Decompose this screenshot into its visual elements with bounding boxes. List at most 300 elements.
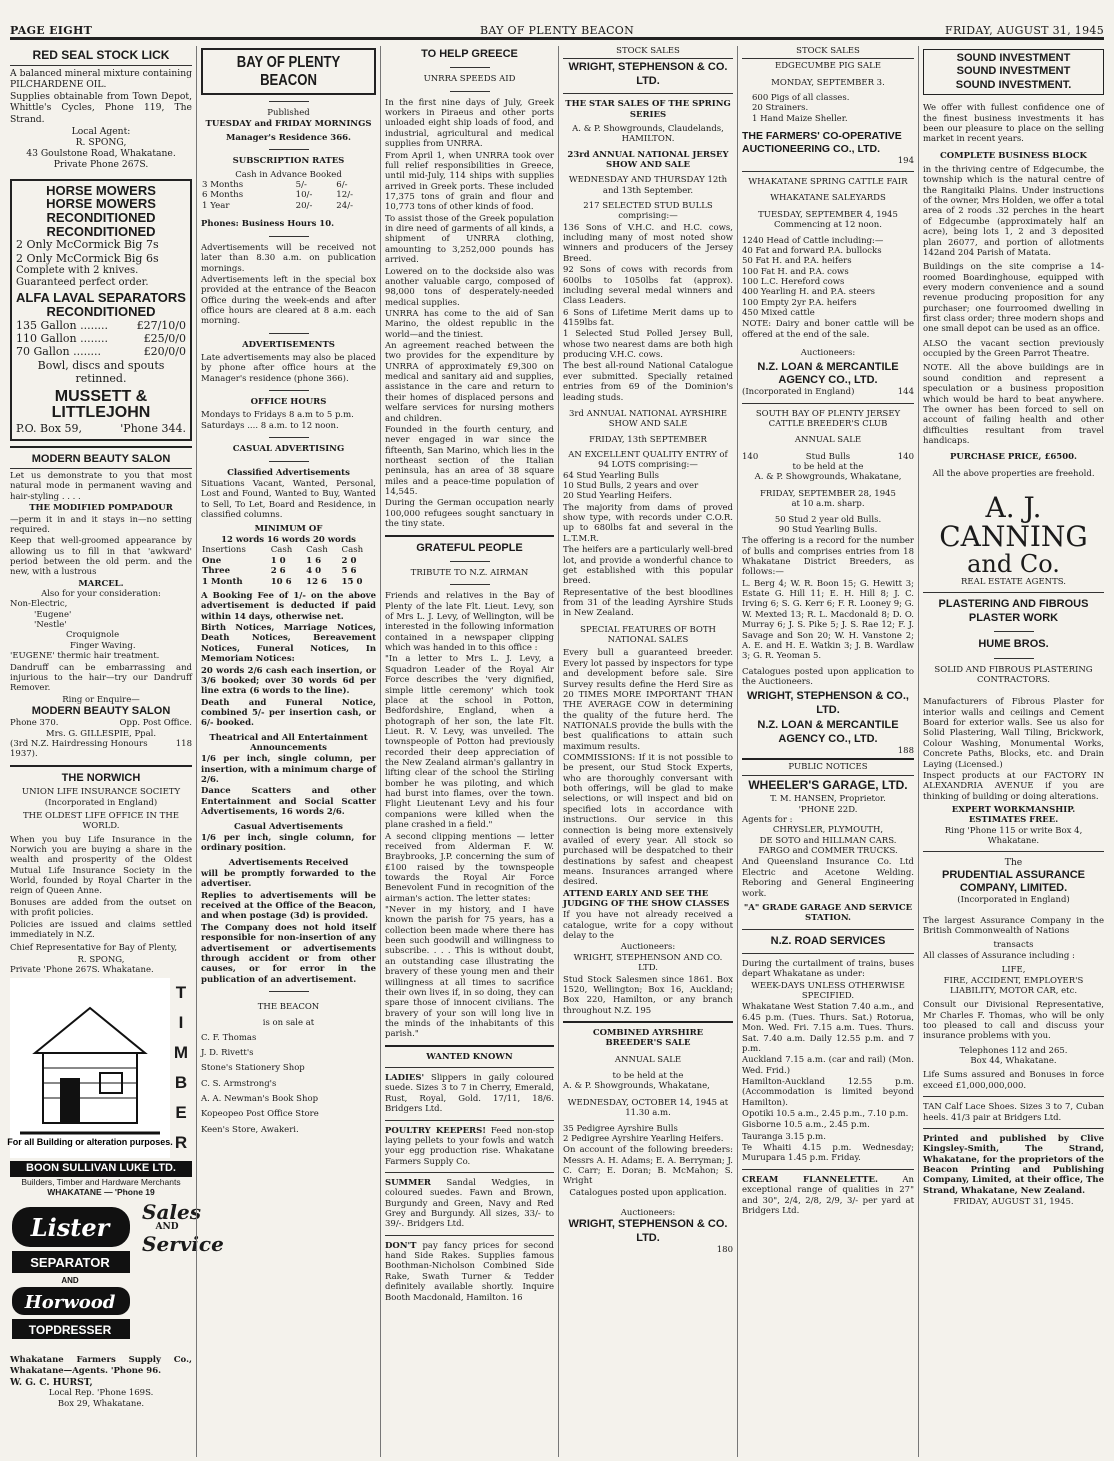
road-line: Tauranga 3.15 p.m. bbox=[742, 1131, 826, 1142]
farmers-coop: THE FARMERS' CO-OPERATIVE AUCTIONEERING CO., LTD. bbox=[742, 130, 902, 155]
boon-sub: Builders, Timber and Hardware Merchants bbox=[21, 1176, 181, 1187]
salon-dandruff: Dandruff can be embarrassing and injurious to the hair—try our Dandruff Remover. bbox=[10, 662, 192, 694]
block-para: Buildings on the site comprise a 14-roomed Boardinghouse, equipped with every modern convenience and a sound revenue producing proposition for any purchaser; one fourroomed dwelling in first class order; three modern shops and one small depot can be used as an office. bbox=[923, 262, 1104, 335]
death-notice: Death and Funeral Notice, combined 5/- per insertion cash, or 6/- booked. bbox=[201, 697, 376, 729]
company-text: The Company does not hold itself responsible for non-insertion of any advertisement or advertisements through accident or from other causes, or for error in the publication of an advertisement. bbox=[201, 922, 376, 985]
hansen-phone: 'PHONE 22D. bbox=[798, 804, 858, 815]
road-line: Hamilton-Auckland 12.55 p.m. (Accommodation is limited beyond Hamilton). bbox=[742, 1076, 914, 1108]
page-number: PAGE EIGHT bbox=[10, 24, 93, 37]
mowers-heading: RECONDITIONED bbox=[46, 223, 156, 239]
mussett-phone: 'Phone 344. bbox=[120, 422, 186, 436]
table-cell: 24/- bbox=[336, 200, 354, 211]
annual-list-item: 2 Pedigree Ayrshire Yearling Heifers. bbox=[563, 1133, 724, 1144]
nzloan-code-2: 188 bbox=[897, 745, 914, 756]
prudential-life: LIFE, bbox=[1001, 965, 1026, 976]
road-line: Whakatane West Station 7.40 a.m., and 6.45 p.m. (Tues. Thurs. Sat.) Rotorua, Mon. Wed. Fri. 7.15 a.m. Tues. Thurs. Sat. 7.40 a.m. Daily 12.55 p.m. and 7 p.m. bbox=[742, 1002, 914, 1054]
imprint: Printed and published by Clive Kingsley-Smith, The Strand, Whakatane, for the proprietors of the Beacon Printing and Publishing Company, Limited, at their office, The Strand, Whakatane, New Zealand. bbox=[923, 1133, 1104, 1196]
wanted-lead: SUMMER bbox=[385, 1177, 431, 1188]
auctioneers-label: Auctioneers: bbox=[800, 348, 856, 359]
salon-honours-row bbox=[10, 739, 192, 760]
wanted-text: Slippers in gaily coloured suede. Sizes 3 to 7 in Cherry, Emerald, Rust, Royal, Gold. 17/11, 18/6. Bridgers Ltd. bbox=[385, 1073, 554, 1115]
redseal-body: A balanced mineral mixture containing PILCHARDENE OIL. bbox=[10, 67, 192, 90]
boon-name: BOON SULLIVAN LUKE LTD. bbox=[26, 1162, 176, 1175]
booking-fee: A Booking Fee of 1/- on the above advertisement is deducted if paid within 14 days, otherwise net. bbox=[201, 591, 376, 622]
table-cell: 12/- bbox=[336, 190, 354, 201]
hurst-box: Box 29, Whakatane. bbox=[57, 1398, 145, 1409]
prudential-box: Box 44, Whakatane. bbox=[970, 1056, 1057, 1067]
table-row bbox=[201, 556, 376, 566]
salon-marcel: MARCEL. bbox=[78, 578, 124, 589]
ayrshire-list-item: 10 Stud Bulls, 2 years and over bbox=[563, 481, 699, 492]
attend-title: ATTEND EARLY AND SEE THE JUDGING OF THE SHOW CLASSES bbox=[563, 888, 730, 910]
beacon-title-box bbox=[201, 48, 376, 95]
mowers-heading: HORSE MOWERS bbox=[46, 182, 156, 198]
plaster-title: PLASTERING AND FIBROUS PLASTER WORK bbox=[938, 598, 1089, 624]
gallon-size: 110 Gallon ........ bbox=[16, 332, 109, 346]
norwich-rep: Chief Representative for Bay of Plenty, bbox=[10, 943, 178, 954]
salon-title-2: MODERN BEAUTY SALON bbox=[31, 704, 171, 717]
table-row bbox=[201, 180, 376, 190]
salon-list-item: 'Nestle' bbox=[34, 620, 67, 631]
timber-letter: E bbox=[175, 1102, 187, 1122]
table-cell: 5 6 bbox=[341, 566, 357, 577]
table-cell: Cash bbox=[341, 545, 364, 556]
nzloan-firm: N.Z. LOAN & MERCANTILE AGENCY CO., LTD. bbox=[757, 360, 899, 386]
received-title: Advertisements Received bbox=[228, 857, 349, 868]
cattle-fair-title: WHAKATANE SPRING CATTLE FAIR bbox=[748, 177, 908, 188]
phones: Phones: Business Hours 10. bbox=[201, 219, 335, 230]
mussett-name: MUSSETT & LITTLEJOHN bbox=[51, 387, 151, 422]
road-days: WEEK-DAYS UNLESS OTHERWISE SPECIFIED. bbox=[751, 980, 905, 1002]
cattle-list-item: 450 Mixed cattle bbox=[742, 308, 815, 319]
grateful-title: GRATEFUL PEOPLE bbox=[416, 541, 523, 554]
salon-list-item: Finger Waving. bbox=[70, 640, 136, 651]
gallon-price: £27/10/0 bbox=[136, 318, 186, 332]
sales-and: AND bbox=[155, 1222, 179, 1233]
annual-venue: A. & P. Showgrounds, Whakatane, bbox=[563, 1081, 710, 1092]
ayrshire-list-item: 20 Stud Yearling Heifers. bbox=[563, 491, 672, 502]
auctioneers-label: Auctioneers: bbox=[620, 942, 676, 953]
bulls-para: 92 Sons of cows with records from 600lbs to 1050lbs fat (approx). including several medal winners and Class Leaders. bbox=[563, 265, 733, 307]
minimum-table bbox=[201, 545, 376, 587]
boon-banner bbox=[10, 1161, 192, 1176]
mowers-heading: HORSE MOWERS bbox=[46, 196, 156, 212]
canning-co: and Co. bbox=[967, 549, 1060, 578]
greece-para: An agreement reached between the two provides for the expenditure by UNRRA of approximately £9,300 on medical and sanitary aid and supplies, assistance in the care and return to their homes of displaced persons and welfare services for nursing mothers and children. bbox=[385, 341, 554, 424]
sbop-catalogue: Catalogues posted upon application to the Auctioneers. bbox=[742, 666, 914, 687]
annual-breeders: On account of the following breeders: Messrs A. H. Adams; E. A. Berryman; J. C. Carr; E. Doran; B. McMahon; S. Wright bbox=[563, 1145, 733, 1187]
sbop-venue: A. & P. Showgrounds, Whakatane, bbox=[754, 472, 902, 483]
boon-place: WHAKATANE — 'Phone 19 bbox=[47, 1187, 155, 1198]
column-5 bbox=[737, 46, 918, 1457]
hume-sub: SOLID AND FIBROUS PLASTERING CONTRACTORS. bbox=[934, 664, 1093, 685]
grade-garage: "A" GRADE GARAGE AND SERVICE STATION. bbox=[743, 902, 913, 924]
subscription-table bbox=[201, 180, 376, 211]
jersey-title: 23rd ANNUAL NATIONAL JERSEY SHOW AND SALE bbox=[567, 149, 729, 170]
imprint-date: FRIDAY, AUGUST 31, 1945. bbox=[953, 1197, 1074, 1208]
salon-honours: (3rd N.Z. Hairdressing Honours 1937). bbox=[10, 739, 148, 760]
prudential-tel: Telephones 112 and 265. bbox=[959, 1045, 1068, 1056]
public-notices: PUBLIC NOTICES bbox=[788, 762, 868, 773]
wanted-lead: LADIES' bbox=[385, 1073, 425, 1084]
timber-letter: B bbox=[174, 1072, 188, 1092]
subscription-head: Cash in Advance Booked bbox=[235, 169, 342, 180]
table-cell: 20/- bbox=[295, 200, 313, 211]
gallon-size: 70 Gallon ........ bbox=[16, 345, 102, 359]
block-title: COMPLETE BUSINESS BLOCK bbox=[940, 150, 1087, 161]
seller: A. A. Newman's Book Shop bbox=[201, 1094, 319, 1105]
sbop-number: 140 bbox=[897, 451, 914, 462]
seller: C. S. Armstrong's bbox=[201, 1078, 277, 1089]
bulls-title: 217 SELECTED STUD BULLS comprising:— bbox=[583, 201, 713, 222]
prudential-text: The largest Assurance Company in the British Commonwealth of Nations bbox=[923, 915, 1104, 937]
agents-label: Agents for : bbox=[742, 814, 793, 825]
hansen: T. M. HANSEN, Proprietor. bbox=[770, 794, 886, 805]
ayrshire-list-item: 64 Stud Yearling Bulls bbox=[563, 470, 659, 481]
lister-brand: Lister bbox=[30, 1213, 110, 1243]
sbop-text: The offering is a record for the number of bulls and comprises entries from 18 Whakatane District Breeders, as follows:— bbox=[742, 536, 914, 578]
redseal-title: RED SEAL STOCK LICK bbox=[32, 48, 170, 62]
table-row bbox=[201, 577, 376, 587]
salon-list-item: Non-Electric, bbox=[10, 599, 68, 610]
wanted-text: Feed non-stop laying pellets to your fowls and watch your egg production rise. Whakatane Farmers Supply Co. bbox=[385, 1125, 554, 1167]
jersey-dates: WEDNESDAY AND THURSDAY 12th and 13th September. bbox=[568, 175, 728, 196]
cattle-list-item: 100 Fat H. and P.A. cows bbox=[742, 266, 849, 277]
grateful-para: "Never in my history, and I have known the parish for 75 years, has a collection been made where there has been such goodwill and willingness to subscribe. . . . This is without doubt, an outstanding case illustrating the bravery of these young men and their willingness at all times to sacrifice their own lives if, in so doing, they can spare those of innocent civilians. The bravery of your son will long live in the minds of the inhabitants of this parish." bbox=[385, 905, 554, 1040]
ring-phone: Ring 'Phone 115 or write Box 4, Whakatane. bbox=[944, 825, 1083, 847]
nzloan-inc-row bbox=[742, 387, 914, 397]
sound-text: We offer with fullest confidence one of the finest business investments it has been our pleasure to place on the selling market in recent years. bbox=[923, 103, 1104, 145]
salon-contact bbox=[10, 718, 192, 728]
nzloan-firm-2: N.Z. LOAN & MERCANTILE AGENCY CO., LTD. bbox=[757, 719, 899, 745]
canning-name: A. J. CANNING bbox=[939, 491, 1088, 554]
sbop-list-item: 50 Stud 2 year old Bulls. bbox=[774, 514, 882, 525]
norwich-text: Policies are issued and claims settled immediately in N.Z. bbox=[10, 919, 192, 940]
casual2-text: 1/6 per inch, single column, for ordinary position. bbox=[201, 832, 376, 854]
column-6 bbox=[918, 46, 1104, 1457]
redseal-supply: Supplies obtainable from Town Depot, Whittle's Cycles, Phone 119, The Strand. bbox=[10, 91, 192, 125]
wheeler-title: WHEELER'S GARAGE, LTD. bbox=[748, 777, 908, 792]
mussett-box: P.O. Box 59, bbox=[16, 422, 82, 436]
replies-text: Replies to advertisements will be received at the Office of the Beacon, and when postage (3d) is provided. bbox=[201, 890, 376, 922]
hurst-rep: Local Rep. 'Phone 169S. bbox=[48, 1388, 154, 1399]
road-text: During the curtailment of trains, buses depart Whakatane as under: bbox=[742, 958, 914, 980]
column-3 bbox=[380, 46, 558, 1457]
table-cell: One bbox=[202, 555, 222, 566]
block-para: in the thriving centre of Edgecumbe, the township which is the natural centre of the Rangitaiki Plains. Under instructions of the owner, Mrs Holden, we offer a total area of 2 roods .32 perches in the heart of Edgecumbe (approximately half an acre), being lots 1, 2 and 3 deposited plan 26077, and portion of allotments 142and 204 Parish of Matata. bbox=[923, 165, 1104, 258]
salon-proprietor: Mrs. G. GILLESPIE, Ppal. bbox=[45, 728, 157, 739]
bulls-para: 1 Selected Stud Polled Jersey Bull, whose two nearest dams are both high producing V.H.C. cows. bbox=[563, 329, 733, 361]
garage-text: And Queensland Insurance Co. Ltd Electric and Acetone Welding. Reboring and General Engineering work. bbox=[742, 857, 914, 899]
table-cell: 1 Year bbox=[202, 200, 230, 211]
road-line: Opotiki 10.5 a.m., 2.45 p.m., 7.10 p.m. bbox=[742, 1109, 909, 1120]
sbop-breeders: L. Berg 4; W. R. Boon 15; G. Hewitt 3; Estate G. Hill 11; E. H. Hill 8; J. C. Irving 6; S. G. Kerr 6; F. R. Looney 9; G. W. Mexted 13; R. L. Macdonald 8; D. O. Murray 6; J. S. Pike 5; J. S. Rae 12; F. J. Savage and Son 20; W. H. Vanstone 2; A. E. and H. E. Watkin 3; J. B. Wardlaw 3; G. R. Yeoman 5. bbox=[742, 578, 914, 662]
greece-para: In the first nine days of July, Greek workers in Piraeus and other ports unloaded eight ship loads of food, and industrial, agricultural and medical supplies from UNRRA. bbox=[385, 97, 554, 150]
road-line: Gisborne 10.5 a.m., 2.45 p.m. bbox=[742, 1120, 870, 1131]
salon-modified: THE MODIFIED POMPADOUR bbox=[29, 503, 173, 514]
table-cell: 1 Month bbox=[202, 576, 243, 587]
expert: EXPERT WORKMANSHIP. ESTIMATES FREE. bbox=[951, 804, 1076, 826]
wanted-item bbox=[385, 1178, 554, 1230]
lister-separator: SEPARATOR bbox=[30, 1255, 110, 1271]
seller: J. D. Rivett's bbox=[201, 1048, 254, 1059]
sbop-annual: ANNUAL SALE bbox=[794, 435, 862, 446]
table-cell: 10 6 bbox=[270, 576, 292, 587]
seller: C. F. Thomas bbox=[201, 1032, 257, 1043]
office-hours: Saturdays .... 8 a.m. to 12 noon. bbox=[201, 420, 339, 431]
birth-notices-rates: 20 words 2/6 cash each insertion, or 3/6 booked; over 30 words 6d per line extra (6 words to the line). bbox=[201, 665, 376, 697]
sound-investment: SOUND INVESTMENT bbox=[956, 65, 1071, 78]
service-word: Service bbox=[142, 1232, 224, 1257]
theatre-title: Theatrical and All Entertainment Announcements bbox=[209, 732, 368, 754]
table-cell: 3 Months bbox=[202, 179, 244, 190]
salon-code: 118 bbox=[175, 739, 192, 750]
table-cell: 1 6 bbox=[306, 555, 322, 566]
beacon-sale-title: THE BEACON bbox=[257, 1001, 320, 1012]
make: CHRYSLER, PLYMOUTH, bbox=[772, 825, 884, 836]
pig-list-item: 600 Pigs of all classes. bbox=[752, 93, 850, 104]
prudential-text: Consult our Divisional Representative, Mr Charles F. Thomas, who will be only too pleased to call and discuss your insurance problems with you. bbox=[923, 1000, 1104, 1042]
gallon-row bbox=[16, 332, 186, 345]
timber-letter: M bbox=[173, 1042, 189, 1062]
annual-list-item: 35 Pedigree Ayrshire Bulls bbox=[563, 1123, 678, 1134]
wanted-title: WANTED KNOWN bbox=[426, 1051, 513, 1062]
road-line: Te Whaiti 4.15 p.m. Wednesday; Murupara 1.45 p.m. Friday. bbox=[742, 1143, 914, 1164]
annual-date: WEDNESDAY, OCTOBER 14, 1945 at 11.30 a.m. bbox=[567, 1097, 729, 1119]
hume-para: Inspect products at our FACTORY IN ALEXANDRIA AVENUE if you are thinking of building or doing alterations. bbox=[923, 770, 1104, 802]
sound-investment: SOUND INVESTMENT bbox=[956, 52, 1071, 64]
office-hours: Mondays to Fridays 8 a.m to 5 p.m. bbox=[201, 410, 354, 421]
timber-letter: R bbox=[174, 1132, 188, 1152]
table-row bbox=[201, 190, 376, 200]
prudential-sums: Life Sums assured and Bonuses in force exceed £1,000,000,000. bbox=[923, 1070, 1104, 1091]
salon-opp: Opp. Post Office. bbox=[119, 718, 192, 729]
stock-sales-head: STOCK SALES bbox=[796, 46, 860, 56]
road-services-title: N.Z. ROAD SERVICES bbox=[770, 934, 886, 947]
grateful-sub: TRIBUTE TO N.Z. AIRMAN bbox=[410, 567, 529, 578]
cattle-list-item: 100 Empty 2yr P.A. heifers bbox=[742, 297, 857, 308]
make: DE SOTO and HILLMAN CARS. bbox=[759, 835, 897, 846]
freehold: All the above properties are freehold. bbox=[932, 468, 1095, 479]
pig-date: MONDAY, SEPTEMBER 3. bbox=[771, 77, 885, 88]
salon-list-item: Croquignole bbox=[66, 630, 120, 641]
combined-title: COMBINED AYRSHIRE BREEDER'S SALE bbox=[592, 1028, 704, 1049]
auctioneers-firm: WRIGHT, STEPHENSON AND CO. LTD. bbox=[573, 952, 723, 974]
sbop-bulls: Stud Bulls bbox=[805, 451, 851, 462]
minimum-sub: 12 words 16 words 20 words bbox=[221, 534, 356, 545]
attend-text: If you have not already received a catalogue, write for a copy without delay to the bbox=[563, 910, 733, 942]
table-cell: 6/- bbox=[336, 179, 348, 190]
salon-eugene: 'EUGENE' thermic hair treatment. bbox=[10, 651, 160, 662]
norwich-title: THE NORWICH bbox=[61, 771, 141, 784]
sbop-held: to be held at the bbox=[792, 462, 864, 473]
table-cell: 12 6 bbox=[306, 576, 328, 587]
advertisements-title: ADVERTISEMENTS bbox=[242, 339, 335, 350]
auct-code: 180 bbox=[716, 1245, 733, 1256]
table-cell: Insertions bbox=[202, 545, 246, 556]
mowers-ad bbox=[10, 179, 192, 441]
timber-illustration bbox=[7, 978, 173, 1158]
paper-name: BAY OF PLENTY BEACON bbox=[479, 24, 635, 37]
subscription-title: SUBSCRIPTION RATES bbox=[232, 156, 345, 167]
adv-text: Advertisements left in the special box provided at the entrance of the Beacon Office during the week-ends and after office hours are cleared at 8 a.m. each morning. bbox=[201, 274, 376, 327]
salon-consider: Also for your consideration: bbox=[41, 589, 161, 600]
stock-sales-head: STOCK SALES bbox=[616, 46, 680, 56]
gallon-price: £20/0/0 bbox=[143, 345, 186, 359]
make: FARGO and COMMER TRUCKS. bbox=[758, 846, 898, 857]
ayrshire-para: The majority from dams of proved show type, with records under C.O.R. up to 680lbs fat and several in the L.T.M.R. bbox=[563, 502, 733, 544]
cattle-list-item: 40 Fat and forward P.A. bullocks bbox=[742, 245, 882, 256]
salon-ring: Ring or Enquire— bbox=[62, 694, 140, 705]
mussett-contact bbox=[16, 422, 186, 435]
table-cell: 2 0 bbox=[341, 555, 357, 566]
publish-days: TUESDAY and FRIDAY MORNINGS bbox=[205, 118, 372, 129]
saleyards: WHAKATANE SALEYARDS bbox=[770, 193, 886, 204]
sales-word: Sales bbox=[142, 1200, 201, 1225]
redseal-agent: R. SPONG, bbox=[75, 136, 127, 148]
dance-text: Dance Scatters and other Entertainment and Social Scatter Advertisements, 16 words 2/6. bbox=[201, 786, 376, 818]
greece-para: Founded in the fourth century, and never engaged in war since the fifteenth, San Marino, which lies in the northeast section of the Italian peninsula, has an area of 38 square miles and a peace-time population of 14,545. bbox=[385, 424, 554, 498]
block-para: NOTE. All the above buildings are in sound condition and represent a speculation or a business proposition which would be hard to beat anywhere. The owner has been forced to sell on account of failing health and other difficulties resultant from travel handicaps. bbox=[923, 363, 1104, 446]
sales-service bbox=[142, 1200, 224, 1351]
salon-list-item: 'Eugene' bbox=[34, 609, 72, 620]
lister-logo bbox=[10, 1201, 142, 1351]
hurst-name: W. G. C. HURST, bbox=[10, 1377, 93, 1389]
nzloan-code: 144 bbox=[897, 387, 914, 398]
cattle-list-item: 400 Yearling H. and P.A. steers bbox=[742, 287, 876, 298]
ayrshire-title: 3rd ANNUAL NATIONAL AYRSHIRE SHOW AND SALE bbox=[568, 408, 728, 430]
mowers-heading: RECONDITIONED bbox=[46, 209, 156, 225]
greece-para: During the German occupation nearly 100,000 refugees sought sanctuary in the tiny state. bbox=[385, 498, 554, 530]
sound-investment-box bbox=[923, 49, 1104, 95]
lister-supply: Whakatane Farmers Supply Co., Whakatane—Agents. 'Phone 96. bbox=[10, 1355, 192, 1376]
sbop-title: SOUTH BAY OF PLENTY JERSEY CATTLE BREEDER'S CLUB bbox=[755, 408, 901, 430]
alfa-heading: ALFA LAVAL SEPARATORS RECONDITIONED bbox=[16, 290, 186, 319]
table-cell: 15 0 bbox=[341, 576, 363, 587]
greece-para: From April 1, when UNRRA took over full relief responsibilities in Greece, until mid-July, 114 ships with supplies arrived in Greek ports. These included 17,375 tons of grain and flour and 10,773 tons of other kinds of food. bbox=[385, 150, 554, 213]
table-cell: 5/- bbox=[295, 179, 307, 190]
hume-para: Manufacturers of Fibrous Plaster for interior walls and ceilings and Cement Board for exterior walls. See us also for Solid Plastering, Wall Tiling, Brickwork, Colour Washing, Monumental Works, Concrete Paths, Blocks, etc. and Drain Laying (Licensed.) bbox=[923, 697, 1104, 770]
cream-text: An exceptional range of qualities in 27" and 30", 2/4, 2/8, 2/9, 3/- per yard at Bridgers Ltd. bbox=[742, 1174, 914, 1216]
bulls-para: 136 Sons of V.H.C. and H.C. cows, including many of most noted show winners and producers of the Jersey Breed. bbox=[563, 222, 733, 264]
salon-text: Let us demonstrate to you that most natural mode in permanent waving and hair-styling . . . . bbox=[10, 471, 192, 502]
seller: Stone's Stationery Shop bbox=[201, 1063, 305, 1074]
lister-and: AND bbox=[61, 1276, 79, 1286]
special-title: SPECIAL FEATURES OF BOTH NATIONAL SALES bbox=[580, 624, 716, 646]
cattle-list-item: 50 Fat H. and P.A. heifers bbox=[742, 256, 852, 267]
norwich-sub: UNION LIFE INSURANCE SOCIETY bbox=[21, 787, 181, 798]
table-cell: Cash bbox=[306, 545, 328, 556]
special-para: Every bull a guaranteed breeder. Every lot passed by inspectors for type and development before sale. Sire Survey results define the Herd Sire as 20 TIMES MORE IMPORTANT THAN THE AVERAGE COW in determining the quality of the future herd. The NATIONALS provide the bulls with the best qualifications to attain such maximum results. bbox=[563, 648, 733, 752]
seller: Kopeopeo Post Office Store bbox=[201, 1109, 319, 1120]
column-4 bbox=[558, 46, 737, 1457]
cream-title: CREAM FLANNELETTE. bbox=[742, 1174, 878, 1185]
salon-text: —perm it in and it stays in—no setting required. bbox=[10, 514, 192, 535]
table-cell: 4 0 bbox=[306, 566, 322, 577]
received-text: will be promptly forwarded to the advertiser. bbox=[201, 868, 376, 890]
ayrshire-entry: AN EXCELLENT QUALITY ENTRY of 94 LOTS comprising:— bbox=[568, 449, 728, 471]
table-cell: Three bbox=[202, 566, 231, 577]
prudential-title: PRUDENTIAL ASSURANCE COMPANY, LIMITED. bbox=[941, 868, 1085, 894]
redseal-agent-label: Local Agent: bbox=[71, 125, 131, 137]
special-para: COMMISSIONS: If it is not possible to be present, our Stud Stock Experts, who are thoroughly conversant with both offerings, will be glad to make selections, or will inspect and bid on specified lots in accordance with instructions. Our service in this connection is being more extensively availed of every year. All stock so purchased will be despatched to their destinations by safest and cheapest means. Insurances arranged where desired. bbox=[563, 753, 733, 888]
wanted-lead: POULTRY KEEPERS! bbox=[385, 1125, 486, 1136]
bowl-line: Bowl, discs and spouts retinned. bbox=[37, 358, 165, 386]
table-row bbox=[201, 201, 376, 211]
timber-caption: For all Building or alteration purposes. bbox=[7, 1137, 173, 1148]
greece-sub: UNRRA SPEEDS AID bbox=[423, 74, 516, 85]
prudential-transacts: transacts bbox=[993, 940, 1034, 951]
timber-ad bbox=[7, 978, 192, 1158]
norwich-phone: Private 'Phone 267S. Whakatane. bbox=[10, 964, 154, 975]
published: Published bbox=[267, 108, 310, 119]
auctioneers-firm-2: WRIGHT, STEPHENSON & CO. LTD. bbox=[568, 1218, 728, 1244]
cattle-date: TUESDAY, SEPTEMBER 4, 1945 bbox=[758, 209, 898, 220]
ayrshire-para: Representative of the best bloodlines from 31 of the leading Ayrshire Studs in New Zealand. bbox=[563, 587, 733, 619]
table-cell: Cash bbox=[270, 545, 293, 556]
salon-title: MODERN BEAUTY SALON bbox=[31, 452, 171, 465]
salon-text: Keep that well-groomed appearance by allowing us to fill in that 'awkward' period between the old perm. and the new, with a lustrous bbox=[10, 536, 192, 578]
wanted-item bbox=[385, 1241, 554, 1303]
table-cell: 2 6 bbox=[270, 566, 286, 577]
timber-letters bbox=[170, 978, 192, 1158]
grateful-para: "In a letter to Mrs L. J. Levy, a Squadron Leader of the Royal Air Force describes the 'very dignified, simple little ceremony' which took place at the school in Potton, Bedfordshire, England, when a photograph of her son, the late Flt. Lieut. R. V. Levy, was unveiled. The townspeople of Potton had previously recorded their deep appreciation of the New Zealand airman's gallantry in lifting clear of the school the Stirling bomber he was piloting, and which had burst into flames, over the town. Flight Lieutenant Levy and his four companions were killed when the plane crashed in a field." bbox=[385, 654, 554, 831]
pig-list-item: 1 Hand Maize Sheller. bbox=[752, 113, 848, 124]
tan-shoes: TAN Calf Lace Shoes. Sizes 3 to 7, Cuban heels. 41/3 pair at Bridgers Ltd. bbox=[923, 1102, 1104, 1123]
office-title: OFFICE HOURS bbox=[250, 397, 327, 408]
prudential-inc: (Incorporated in England) bbox=[957, 895, 1070, 906]
hume-title: HUME BROS. bbox=[978, 638, 1049, 651]
greece-title: TO HELP GREECE bbox=[421, 48, 518, 60]
star-sales: THE STAR SALES OF THE SPRING SERIES bbox=[565, 99, 731, 120]
real-estate: REAL ESTATE AGENTS. bbox=[960, 577, 1067, 588]
ayrshire-para: The heifers are a particularly well-bred lot, and provide a wonderful chance to get established with this popular breed. bbox=[563, 545, 733, 587]
lister-ad bbox=[10, 1200, 224, 1351]
bulls-para: 6 Sons of Lifetime Merit dams up to 4159lbs fat. bbox=[563, 307, 733, 328]
table-row bbox=[201, 545, 376, 555]
mower-line: 2 Only McCormick Big 6s bbox=[16, 251, 159, 265]
wanted-lead: DON'T bbox=[385, 1240, 417, 1251]
adv-text: Advertisements will be received not later than 8.30 a.m. on publication mornings. bbox=[201, 242, 376, 274]
masthead bbox=[10, 22, 1104, 40]
sbop-number: 140 bbox=[742, 451, 759, 462]
pig-list-item: 20 Strainers. bbox=[752, 103, 809, 114]
annual-sale: ANNUAL SALE bbox=[614, 1054, 682, 1065]
cattle-list-item: 1240 Head of Cattle including:— bbox=[742, 235, 884, 246]
gallon-row bbox=[16, 345, 186, 358]
grateful-para: A second clipping mentions — letter received from Alderman F. W. Braybrooks, J.P. concerning the sum of £100 raised by the townspeople towards the Royal Air Force Benevolent Fund in recognition of the airman's action. The letter states: bbox=[385, 831, 554, 904]
redseal-address: 43 Goulstone Road, Whakatane. Private Phone 267S. bbox=[26, 148, 176, 171]
road-line: Auckland 7.15 a.m. (car and rail) (Mon. Wed. Frid.) bbox=[742, 1055, 914, 1076]
bulls-para: The best all-round National Catalogue ever submitted. Specially retained entries from 69 of the Dominion's leading studs. bbox=[563, 361, 733, 403]
lister-topdresser: TOPDRESSER bbox=[28, 1323, 112, 1338]
wanted-item bbox=[385, 1073, 554, 1114]
norwich-text: When you buy Life Insurance in the Norwich you are buying a share in the wealth and prosperity of the Oldest Mutual Life Insurance Society in the World, founded by Royal Charter in the reign of Queen Anne. bbox=[10, 834, 192, 897]
table-cell: 1 0 bbox=[270, 555, 286, 566]
table-row bbox=[201, 566, 376, 576]
auctioneers-label: Auctioneers: bbox=[620, 1208, 676, 1219]
sound-investment: SOUND INVESTMENT. bbox=[955, 78, 1072, 91]
prudential-fire: FIRE, ACCIDENT, EMPLOYER'S LIABILITY, MOTOR CAR, etc. bbox=[943, 975, 1084, 996]
farmers-code: 194 bbox=[897, 155, 914, 166]
grateful-para: Friends and relatives in the Bay of Plenty of the late Flt. Lieut. Levy, son of Mrs L. J. Levy, of Wellington, will be interested in the following information contained in a newspaper clipping which was handed in to this office : bbox=[385, 591, 554, 654]
casual2-title: Casual Advertisements bbox=[234, 821, 343, 832]
column-2 bbox=[196, 46, 380, 1457]
wanted-text: pay fancy prices for second hand Side Rakes. Supplies famous Boothman-Nicholson Combined Side Rake, Swath Turner & Tedder definitely available shortly. Inquire Booth Macdonald, Hamilton. 16 bbox=[385, 1240, 554, 1303]
venue: A. & P. Showgrounds, Claudelands, HAMILTON. bbox=[572, 123, 724, 145]
norwich-inc: (Incorporated in England) bbox=[44, 797, 158, 808]
norwich-text: Bonuses are added from the outset on with profit policies. bbox=[10, 897, 192, 919]
